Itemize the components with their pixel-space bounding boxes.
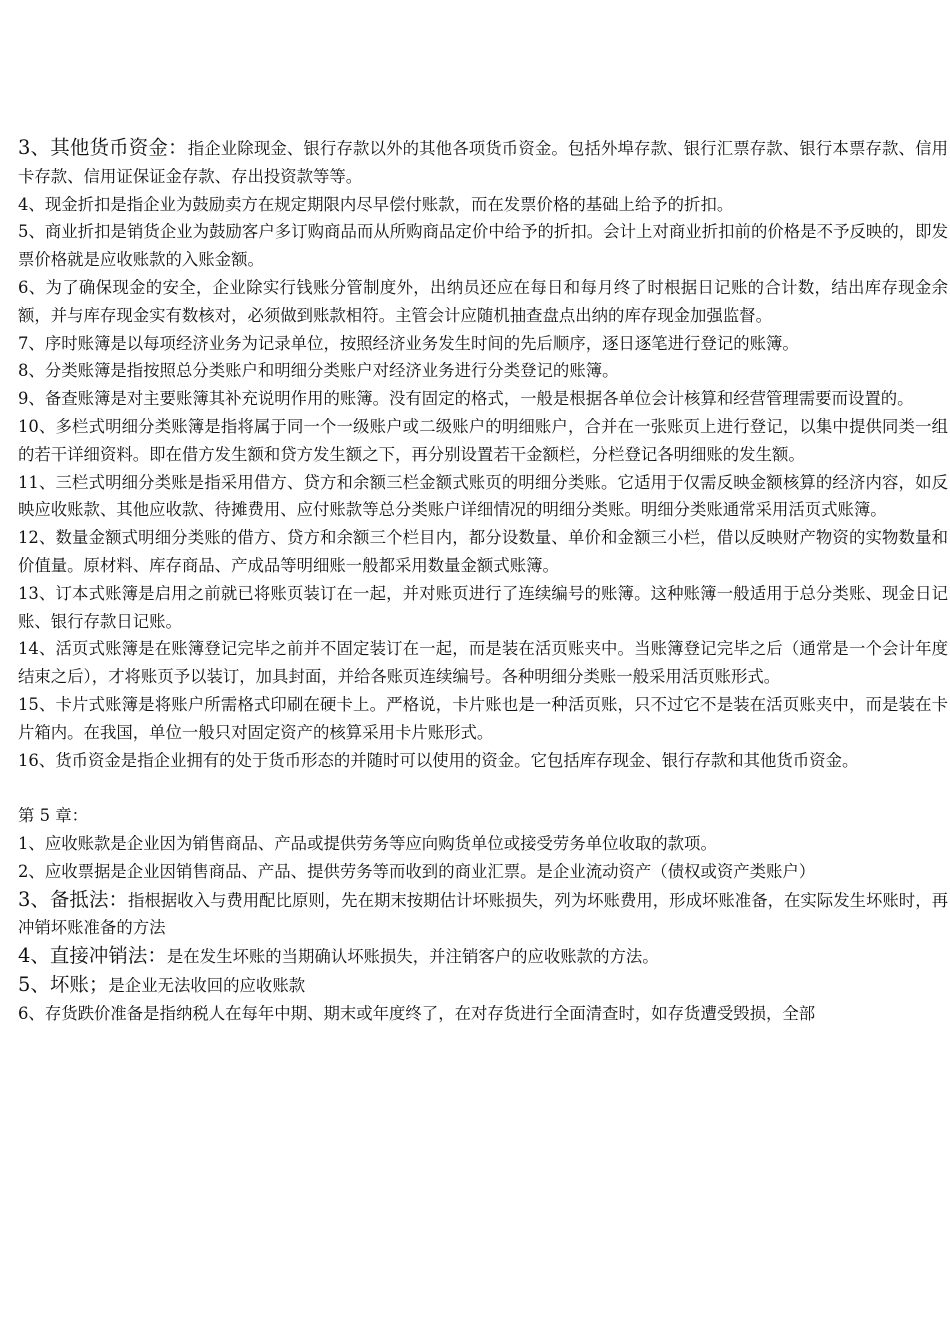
paragraph-13: 13、订本式账簿是启用之前就已将账页装订在一起，并对账页进行了连续编号的账簿。这种账簿一般适用于总分类账、现金日记账、银行存款日记账。 <box>18 583 948 631</box>
paragraph-3 <box>18 134 948 191</box>
term-heading: 3、备抵法： <box>18 887 128 911</box>
chapter-paragraph-1: 1、应收账款是企业因为销售商品、产品或提供劳务等应向购货单位或接受劳务单位收取的款项。 <box>18 833 717 853</box>
term-heading: 4、直接冲销法： <box>18 944 167 968</box>
term-body: 指企业除现金、银行存款以外的其他各项货币资金。包括外埠存款、银行汇票存款、银行本票存款、信用卡存款、信用证保证金存款、存出投资款等等。 <box>18 139 948 186</box>
paragraph-6: 6、为了确保现金的安全，企业除实行钱账分管制度外，出纳员还应在每日和每月终了时根据日记账的合计数，结出库存现金余额，并与库存现金实有数核对，必须做到账款相符。主管会计应随机抽查盘点出纳的库存现金加强监督。 <box>18 277 948 325</box>
paragraph-16: 16、货币资金是指企业拥有的处于货币形态的并随时可以使用的资金。它包括库存现金、银行存款和其他货币资金。 <box>18 750 859 770</box>
chapter-paragraph-2: 2、应收票据是企业因销售商品、产品、提供劳务等而收到的商业汇票。是企业流动资产（债权或资产类账户） <box>18 861 816 881</box>
paragraph-7: 7、序时账簿是以每项经济业务为记录单位，按照经济业务发生时间的先后顺序，逐日逐笔进行登记的账簿。 <box>18 333 799 353</box>
term-heading: 3、其他货币资金： <box>18 136 188 159</box>
paragraph-10: 10、多栏式明细分类账簿是指将属于同一个一级账户或二级账户的明细账户，合并在一张账页上进行登记，以集中提供同类一组的若干详细资料。即在借方发生额和贷方发生额之下，再分别设置若干金额栏，分栏登记各明细账的发生额。 <box>18 416 948 464</box>
paragraph-15: 15、卡片式账簿是将账户所需格式印刷在硬卡上。严格说，卡片账也是一种活页账，只不过它不是装在活页账夹中，而是装在卡片箱内。在我国，单位一般只对固定资产的核算采用卡片账形式。 <box>18 694 948 742</box>
chapter-paragraph-3 <box>18 886 948 943</box>
paragraph-9: 9、备查账簿是对主要账簿其补充说明作用的账簿。没有固定的格式，一般是根据各单位会计核算和经营管理需要而设置的。 <box>18 389 914 409</box>
paragraph-4: 4、现金折扣是指企业为鼓励卖方在规定期限内尽早偿付账款，而在发票价格的基础上给予的折扣。 <box>18 194 734 214</box>
term-body: 指根据收入与费用配比原则，先在期末按期估计坏账损失，列为坏账费用，形成坏账准备，在实际发生坏账时，再冲销坏账准备的方法 <box>18 890 948 938</box>
term-body: 是企业无法收回的应收账款 <box>108 975 306 995</box>
paragraph-5: 5、商业折扣是销货企业为鼓励客户多订购商品而从所购商品定价中给予的折扣。会计上对商业折扣前的价格是不予反映的，即发票价格就是应收账款的入账金额。 <box>18 222 948 270</box>
paragraph-12: 12、数量金额式明细分类账的借方、贷方和余额三个栏目内，都分设数量、单价和金额三小栏，借以反映财产物资的实物数量和价值量。原材料、库存商品、产成品等明细账一般都采用数量金额式账簿。 <box>18 528 948 575</box>
chapter-paragraph-4 <box>18 942 948 971</box>
document-page <box>18 134 948 1028</box>
paragraph-14: 14、活页式账簿是在账簿登记完毕之前并不固定装订在一起，而是装在活页账夹中。当账簿登记完毕之后（通常是一个会计年度结束之后），才将账页予以装订，加具封面，并给各账页连续编号。各种明细分类账一般采用活页账形式。 <box>18 639 948 687</box>
paragraph-11: 11、三栏式明细分类账是指采用借方、贷方和余额三栏金额式账页的明细分类账。它适用于仅需反映金额核算的经济内容，如反映应收账款、其他应收款、待摊费用、应付账款等总分类账户详细情况的明细分类账。明细分类账通常采用活页式账簿。 <box>18 472 948 520</box>
blank-line <box>18 774 948 802</box>
term-body: 是在发生坏账的当期确认坏账损失，并注销客户的应收账款的方法。 <box>166 947 659 967</box>
chapter-paragraph-6: 6、存货跌价准备是指纳税人在每年中期、期末或年度终了，在对存货进行全面清查时，如存货遭受毁损，全部 <box>18 1003 816 1023</box>
term-heading: 5、坏账； <box>18 972 109 996</box>
chapter-title: 第 5 章： <box>18 806 89 826</box>
paragraph-8: 8、分类账簿是指按照总分类账户和明细分类账户对经济业务进行分类登记的账簿。 <box>18 361 619 381</box>
chapter-paragraph-5 <box>18 971 948 1000</box>
